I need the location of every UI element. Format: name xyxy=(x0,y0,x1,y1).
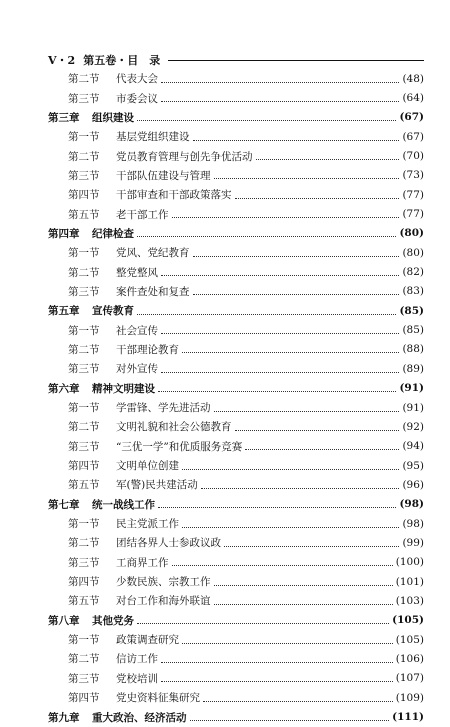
leader-dots xyxy=(161,371,399,373)
entry-number: 第二节 xyxy=(68,421,100,434)
entry-page: (109) xyxy=(395,691,424,704)
leader-dots xyxy=(193,255,400,257)
entry-number: 第三章 xyxy=(48,111,80,124)
leader-dots xyxy=(137,622,389,624)
entry-title: 团结各界人士参政议政 xyxy=(116,537,221,550)
entry-page: (82) xyxy=(402,266,424,279)
leader-dots xyxy=(161,661,393,663)
toc-section-entry xyxy=(48,127,424,146)
entry-number: 第一节 xyxy=(68,518,100,531)
entry-number: 第二节 xyxy=(68,73,100,86)
leader-dots xyxy=(172,564,393,566)
entry-page: (83) xyxy=(402,285,424,298)
toc-section-entry xyxy=(48,630,424,649)
toc-section-entry xyxy=(48,88,424,107)
entry-number: 第三节 xyxy=(68,169,100,182)
page-number: V・2 xyxy=(48,54,76,67)
header-rule xyxy=(168,60,424,61)
entry-number: 第三节 xyxy=(68,285,100,298)
toc-section-entry xyxy=(48,437,424,456)
toc-section-entry xyxy=(48,262,424,281)
entry-page: (64) xyxy=(402,92,424,105)
toc-section-entry xyxy=(48,417,424,436)
entry-page: (80) xyxy=(399,227,424,240)
entry-number: 第三节 xyxy=(68,92,100,105)
entry-page: (91) xyxy=(402,401,424,414)
toc-section-entry xyxy=(48,533,424,552)
entry-number: 第一节 xyxy=(68,634,100,647)
entry-number: 第八章 xyxy=(48,614,80,627)
entry-title: 重大政治、经济活动 xyxy=(92,711,187,724)
entry-title: 党校培训 xyxy=(116,672,158,685)
entry-title: 社会宣传 xyxy=(116,324,158,337)
entry-page: (101) xyxy=(395,575,424,588)
entry-number: 第四节 xyxy=(68,576,100,589)
toc-section-entry xyxy=(48,243,424,262)
entry-page: (92) xyxy=(402,420,424,433)
toc-section-entry xyxy=(48,572,424,591)
leader-dots xyxy=(158,506,396,508)
leader-dots xyxy=(161,81,399,83)
toc-section-entry xyxy=(48,514,424,533)
toc-section-entry xyxy=(48,69,424,88)
toc-section-entry xyxy=(48,669,424,688)
toc-chapter-entry xyxy=(48,301,424,320)
entry-title: 市委会议 xyxy=(116,92,158,105)
leader-dots xyxy=(235,429,400,431)
entry-page: (98) xyxy=(399,498,424,511)
leader-dots xyxy=(214,584,393,586)
toc-chapter-entry xyxy=(48,495,424,514)
entry-title: 老干部工作 xyxy=(116,208,169,221)
entry-title: 干部审查和干部政策落实 xyxy=(116,189,232,202)
entry-title: 干部队伍建设与管理 xyxy=(116,169,211,182)
toc-section-entry xyxy=(48,185,424,204)
entry-title: 统一战线工作 xyxy=(92,498,155,511)
leader-dots xyxy=(224,545,399,547)
toc-section-entry xyxy=(48,553,424,572)
entry-page: (89) xyxy=(402,362,424,375)
entry-page: (91) xyxy=(399,382,424,395)
leader-dots xyxy=(161,680,393,682)
leader-dots xyxy=(137,313,396,315)
entry-page: (100) xyxy=(395,556,424,569)
toc-section-entry xyxy=(48,359,424,378)
table-of-contents xyxy=(48,69,424,727)
entry-title: 纪律检查 xyxy=(92,227,134,240)
toc-section-entry xyxy=(48,204,424,223)
entry-title: 整党整风 xyxy=(116,266,158,279)
entry-page: (80) xyxy=(402,246,424,259)
entry-title: 信访工作 xyxy=(116,653,158,666)
leader-dots xyxy=(235,197,400,199)
leader-dots xyxy=(182,526,399,528)
leader-dots xyxy=(214,410,400,412)
toc-section-entry xyxy=(48,649,424,668)
toc-chapter-entry xyxy=(48,224,424,243)
toc-section-entry xyxy=(48,591,424,610)
entry-number: 第一节 xyxy=(68,402,100,415)
toc-section-entry xyxy=(48,282,424,301)
entry-page: (85) xyxy=(399,304,424,317)
leader-dots xyxy=(201,487,400,489)
entry-title: 组织建设 xyxy=(92,111,134,124)
entry-number: 第四节 xyxy=(68,692,100,705)
leader-dots xyxy=(161,332,399,334)
entry-page: (105) xyxy=(395,633,424,646)
entry-title: 工商界工作 xyxy=(116,556,169,569)
entry-number: 第二节 xyxy=(68,537,100,550)
leader-dots xyxy=(161,274,399,276)
leader-dots xyxy=(214,603,393,605)
entry-title: 对外宣传 xyxy=(116,363,158,376)
leader-dots xyxy=(203,700,393,702)
toc-section-entry xyxy=(48,456,424,475)
entry-title: 军(警)民共建活动 xyxy=(116,479,198,492)
entry-page: (95) xyxy=(402,459,424,472)
entry-number: 第一节 xyxy=(68,131,100,144)
entry-page: (77) xyxy=(402,188,424,201)
entry-number: 第三节 xyxy=(68,440,100,453)
entry-number: 第五章 xyxy=(48,305,80,318)
running-header xyxy=(48,52,424,68)
entry-title: 干部理论教育 xyxy=(116,343,179,356)
toc-section-entry xyxy=(48,475,424,494)
entry-title: 党风、党纪教育 xyxy=(116,247,190,260)
entry-page: (94) xyxy=(402,440,424,453)
entry-number: 第六章 xyxy=(48,382,80,395)
entry-number: 第一节 xyxy=(68,324,100,337)
leader-dots xyxy=(158,390,396,392)
leader-dots xyxy=(182,642,393,644)
entry-page: (67) xyxy=(402,130,424,143)
entry-number: 第九章 xyxy=(48,711,80,724)
entry-title: 少数民族、宗教工作 xyxy=(116,576,211,589)
leader-dots xyxy=(214,177,400,179)
entry-page: (98) xyxy=(402,517,424,530)
entry-page: (85) xyxy=(402,324,424,337)
entry-number: 第四节 xyxy=(68,460,100,473)
entry-number: 第四章 xyxy=(48,227,80,240)
entry-number: 第三节 xyxy=(68,363,100,376)
leader-dots xyxy=(245,448,399,450)
entry-page: (96) xyxy=(402,478,424,491)
entry-page: (103) xyxy=(395,594,424,607)
leader-dots xyxy=(182,468,399,470)
leader-dots xyxy=(182,351,399,353)
entry-number: 第五节 xyxy=(68,479,100,492)
toc-chapter-entry xyxy=(48,611,424,630)
entry-page: (111) xyxy=(392,711,424,724)
entry-page: (77) xyxy=(402,208,424,221)
leader-dots xyxy=(161,100,399,102)
entry-number: 第七章 xyxy=(48,498,80,511)
entry-title: 党史资料征集研究 xyxy=(116,692,200,705)
entry-title: 对台工作和海外联谊 xyxy=(116,595,211,608)
toc-section-entry xyxy=(48,398,424,417)
entry-title: 代表大会 xyxy=(116,73,158,86)
leader-dots xyxy=(137,119,396,121)
leader-dots xyxy=(190,719,390,721)
leader-dots xyxy=(256,158,400,160)
toc-section-entry xyxy=(48,320,424,339)
entry-page: (106) xyxy=(395,652,424,665)
entry-title: 案件查处和复查 xyxy=(116,285,190,298)
entry-title: 其他党务 xyxy=(92,614,134,627)
entry-number: 第二节 xyxy=(68,653,100,666)
entry-page: (67) xyxy=(399,111,424,124)
entry-number: 第三节 xyxy=(68,556,100,569)
entry-page: (70) xyxy=(402,150,424,163)
toc-section-entry xyxy=(48,688,424,707)
entry-title: 基层党组织建设 xyxy=(116,131,190,144)
entry-number: 第一节 xyxy=(68,247,100,260)
toc-chapter-entry xyxy=(48,379,424,398)
leader-dots xyxy=(193,293,400,295)
entry-page: (88) xyxy=(402,343,424,356)
entry-page: (48) xyxy=(402,72,424,85)
toc-section-entry xyxy=(48,166,424,185)
entry-number: 第三节 xyxy=(68,672,100,685)
entry-title: 政策调查研究 xyxy=(116,634,179,647)
toc-section-entry xyxy=(48,340,424,359)
leader-dots xyxy=(172,216,400,218)
entry-title: 学雷锋、学先进活动 xyxy=(116,402,211,415)
entry-title: 民主党派工作 xyxy=(116,518,179,531)
entry-page: (107) xyxy=(395,672,424,685)
entry-title: 宣传教育 xyxy=(92,305,134,318)
entry-number: 第五节 xyxy=(68,595,100,608)
entry-page: (99) xyxy=(402,536,424,549)
toc-chapter-entry xyxy=(48,108,424,127)
entry-number: 第二节 xyxy=(68,343,100,356)
entry-title: 党员教育管理与创先争优活动 xyxy=(116,150,253,163)
entry-number: 第二节 xyxy=(68,266,100,279)
entry-page: (105) xyxy=(392,614,424,627)
leader-dots xyxy=(193,139,400,141)
entry-number: 第五节 xyxy=(68,208,100,221)
leader-dots xyxy=(137,235,396,237)
entry-title: 文明礼貌和社会公德教育 xyxy=(116,421,232,434)
entry-page: (73) xyxy=(402,169,424,182)
toc-section-entry xyxy=(48,146,424,165)
entry-title: 文明单位创建 xyxy=(116,460,179,473)
entry-number: 第二节 xyxy=(68,150,100,163)
toc-chapter-entry xyxy=(48,707,424,726)
entry-title: “三优一学”和优质服务竞赛 xyxy=(116,440,243,453)
running-title: 第五卷・目 录 xyxy=(83,54,161,67)
entry-title: 精神文明建设 xyxy=(92,382,155,395)
entry-number: 第四节 xyxy=(68,189,100,202)
